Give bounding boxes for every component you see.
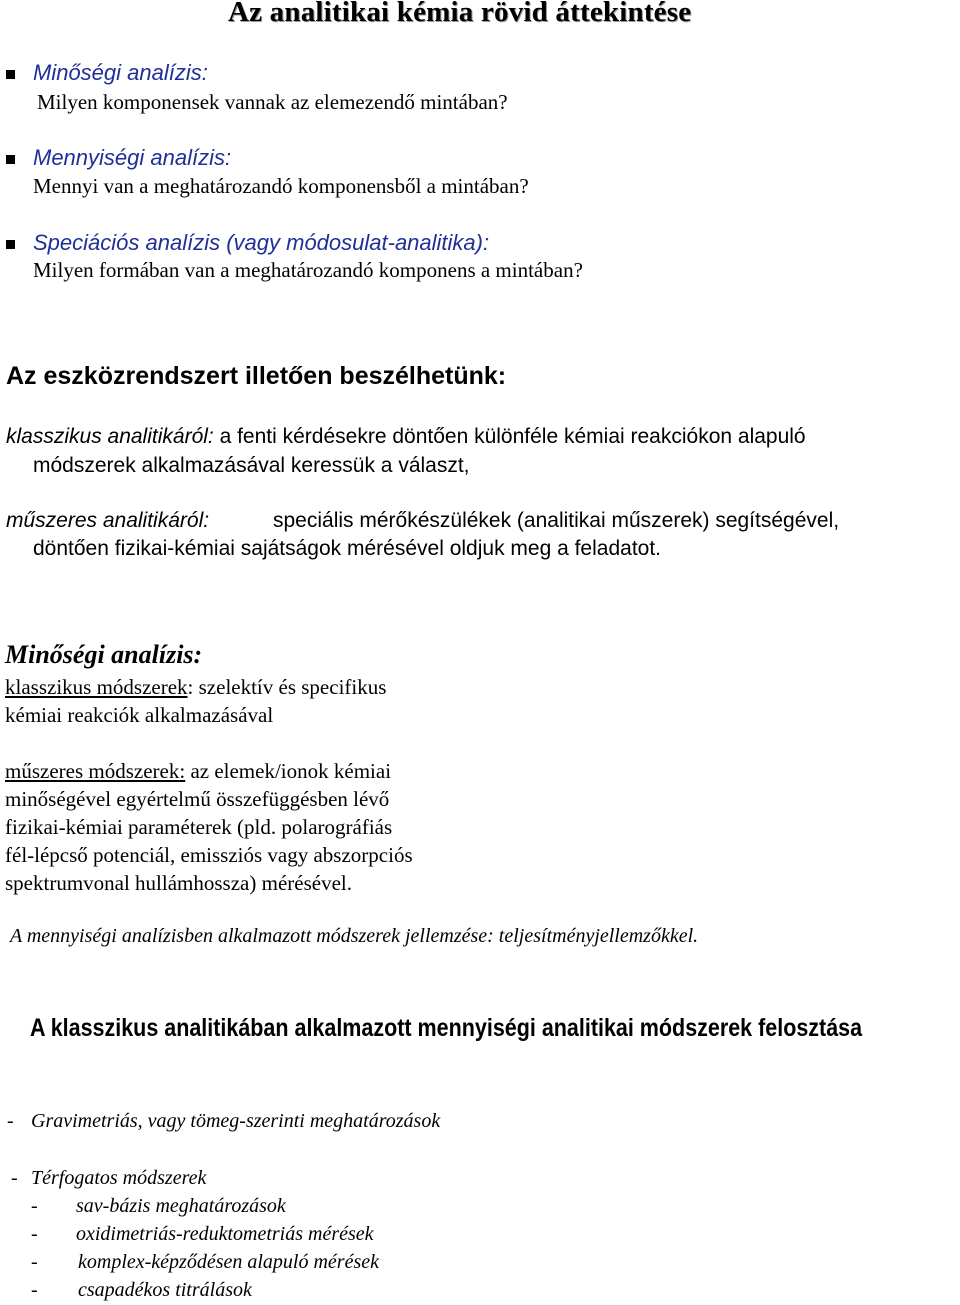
list-item-volumetric: Térfogatos módszerek xyxy=(31,1167,207,1189)
quantitative-methods-note: A mennyiségi analízisben alkalmazott módszerek jellemzése: teljesítményjellemzőkkel. xyxy=(10,925,699,947)
classical-methods-text: : szelektív és specifikus xyxy=(187,675,387,699)
bullet-text-qualitative: Milyen komponensek vannak az elemezendő mintában? xyxy=(37,90,508,114)
sublist-dash: - xyxy=(31,1279,38,1301)
bullet-text-quantitative: Mennyi van a meghatározandó komponensből a mintában? xyxy=(33,174,529,198)
instrumental-methods-text: az elemek/ionok kémiai xyxy=(185,759,392,783)
square-bullet-icon xyxy=(6,240,15,249)
section-title-instrumentation: Az eszközrendszert illetően beszélhetünk: xyxy=(6,362,507,390)
instrumental-analytics-line2: döntően fizikai-kémiai sajátságok mérésével oldjuk meg a feladatot. xyxy=(33,537,662,560)
classical-methods-label: klasszikus módszerek xyxy=(5,675,188,699)
instrumental-methods-line: minőségével egyértelmű összefüggésben lévő xyxy=(5,787,390,811)
square-bullet-icon xyxy=(6,70,15,79)
instrumental-methods-line1 xyxy=(5,759,391,784)
page-title: Az analitikai kémia rövid áttekintése xyxy=(228,0,692,28)
list-dash: - xyxy=(11,1167,18,1189)
list-item-gravimetry: Gravimetriás, vagy tömeg-szerinti meghatározások xyxy=(31,1110,441,1132)
section-title-qualitative: Minőségi analízis: xyxy=(5,640,203,669)
term-instrumental: műszeres analitikáról: xyxy=(6,509,210,532)
instrumental-analytics-line1: speciális mérőkészülékek (analitikai műszerek) segítségével, xyxy=(273,509,840,532)
classical-methods-line2: kémiai reakciók alkalmazásával xyxy=(5,703,274,727)
bullet-text-speciation: Milyen formában van a meghatározandó komponens a mintában? xyxy=(33,258,583,282)
classical-analytics-line2: módszerek alkalmazásával keressük a választ, xyxy=(33,454,470,477)
term-classical: klasszikus analitikáról: xyxy=(6,425,214,448)
bullet-heading-quantitative: Mennyiségi analízis: xyxy=(33,145,232,170)
square-bullet-icon xyxy=(6,155,15,164)
classical-text: a fenti kérdésekre döntően különféle kémiai reakciókon alapuló xyxy=(213,425,806,448)
sublist-dash: - xyxy=(31,1195,38,1217)
sublist-item: sav-bázis meghatározások xyxy=(76,1195,286,1217)
sublist-item: csapadékos titrálások xyxy=(78,1279,252,1301)
instrumental-methods-line: fél-lépcső potenciál, emissziós vagy abszorpciós xyxy=(5,843,413,867)
instrumental-methods-line: spektrumvonal hullámhossza) mérésével. xyxy=(5,871,352,895)
list-dash: - xyxy=(7,1110,14,1132)
classical-analytics-line1 xyxy=(6,425,806,449)
sublist-dash: - xyxy=(31,1251,38,1273)
section-title-classification: A klasszikus analitikában alkalmazott mennyiségi analitikai módszerek felosztása xyxy=(30,1014,863,1042)
sublist-dash: - xyxy=(31,1223,38,1245)
bullet-heading-qualitative: Minőségi analízis: xyxy=(33,60,208,85)
sublist-item: oxidimetriás-reduktometriás mérések xyxy=(76,1223,374,1245)
instrumental-methods-label: műszeres módszerek: xyxy=(5,759,186,783)
bullet-heading-speciation: Speciációs analízis (vagy módosulat-analitika): xyxy=(33,230,490,255)
instrumental-methods-line: fizikai-kémiai paraméterek (pld. polarográfiás xyxy=(5,815,393,839)
classical-methods-line1 xyxy=(5,675,386,700)
sublist-item: komplex-képződésen alapuló mérések xyxy=(78,1251,379,1273)
instrumental-term xyxy=(6,509,209,533)
